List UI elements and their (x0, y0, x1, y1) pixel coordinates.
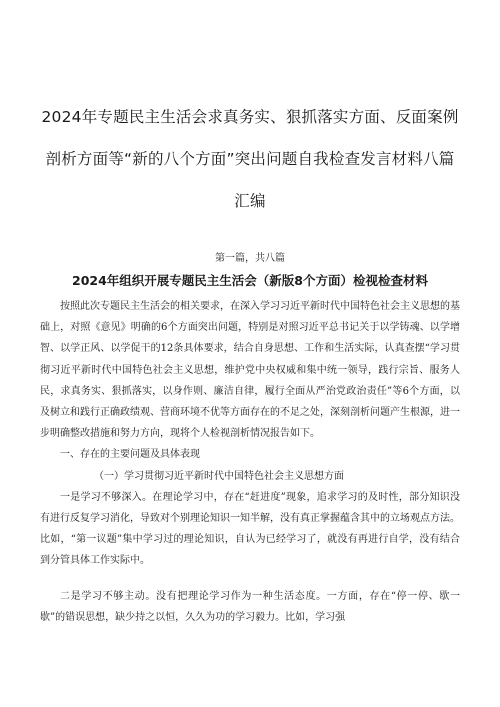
paragraph-study-depth: 一是学习不够深入。在理论学习中，存在“赶进度”现象，追求学习的及时性，部分知识没有进行反复学习消化，导致对个别理论知识一知半解，没有真正掌握蕴含其中的立场观点方法。比如，“第一议题”集中学习过的理论知识，自认为已经学习了，就没有再进行自学，没有结合到分管具体工作实际中。 (40, 491, 460, 567)
paragraph-study-initiative: 二是学习不够主动。没有把理论学习作为一种生活态度。一方面，存在“停一停、歇一歇”的错误思想，缺少持之以恒，久久为功的学习毅力。比如，学习强 (40, 590, 460, 623)
document-subtitle: 2024年组织开展专题民主生活会（新版8个方面）检视检查材料 (72, 273, 428, 288)
chapter-label: 第一篇，共八篇 (215, 253, 285, 264)
section-heading: 一、存在的主要问题及具体表现 (60, 449, 200, 461)
document-body (40, 296, 460, 628)
document-title: 2024年专题民主生活会求真务实、狠抓落实方面、反面案例剖析方面等“新的八个方面”突出问题自我检查发言材料八篇汇编 (41, 108, 459, 210)
subsection-heading: （一）学习贯彻习近平新时代中国特色社会主义思想方面 (94, 470, 344, 482)
intro-paragraph: 按照此次专题民主生活会的相关要求，在深入学习习近平新时代中国特色社会主义思想的基础上，对照《意见》明确的6个方面突出问题，特别是对照习近平总书记关于以学铸魂、以学增智、以学正风、以学促干的12条具体要求，结合自身思想、工作和生活实际，认真查摆“学习贯彻习近平新时代中国特色社会主义思想，维护党中央权威和集中统一领导，践行宗旨、服务人民，求真务实、狠抓落实，以身作则、廉洁自律，履行全面从严治党政治责任”等6个方面，以及树立和践行正确政绩观、营商环境不优等方面存在的不足之处，深刻剖析问题产生根源，进一步明确整改措施和努力方向，现将个人检视剖析情况报告如下。 (40, 301, 460, 440)
